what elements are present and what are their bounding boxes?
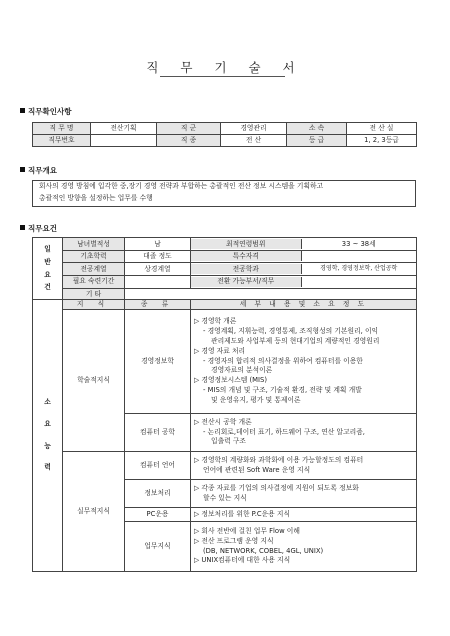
summary-line: 총괄적인 방향을 설정하는 업무를 수행 [39,193,153,202]
cell-label: 소 속 [287,123,347,135]
cell-value [125,275,191,288]
section-heading-summary: 직무개요 [20,165,57,176]
cell-value: 대졸 정도 [125,250,191,263]
table-row [33,123,417,135]
cell-value: 전산기획 [91,123,157,135]
summary-line: 회사의 경영 방침에 입각한 중,장기 경영 전략과 부합하는 총괄적인 전산 정보 시스템을 기획하고 [39,182,324,190]
section-heading-job-info: 직무확인사항 [20,106,71,117]
cell-label: 직무번호 [33,135,91,147]
kind-cell: 컴퓨터 언어 [125,452,191,480]
kind-cell: 업무지식 [125,522,191,572]
bullet-square-icon [20,225,25,230]
category-academic: 학술적지식 [63,310,125,452]
job-requirements-table [32,237,417,572]
cell-label: 등 급 [287,135,347,147]
category-practical: 실무적지식 [63,452,125,572]
cell-label: 전환 가능부서/직무 [191,277,301,287]
table-row [33,288,417,300]
table-row [33,238,417,251]
cell-value: 상경계열 [125,263,191,276]
cell-value [301,277,416,287]
kind-cell: 정보처리 [125,480,191,508]
table-row [33,135,417,147]
cell-label: 직 무 명 [33,123,91,135]
job-info-table [32,122,417,147]
kind-cell: PC운용 [125,508,191,522]
section-heading-requirements: 직무요건 [20,223,57,234]
cell-value: 33 ~ 38세 [341,239,376,248]
bullet-square-icon [20,108,25,113]
bullet-square-icon [20,167,25,172]
cell-value: 남 [125,238,191,251]
table-row [33,452,417,480]
cell-value: 전 산 [221,135,287,147]
job-summary-box [32,180,416,207]
kind-cell: 경영정보학 [125,310,191,414]
cell-label: 남녀별적성 [63,238,125,251]
cell-label: 직 군 [157,123,221,135]
cell-label: 최적연령범위 [191,239,301,249]
column-header-kind: 종 류 [125,300,191,310]
table-row [33,250,417,263]
detail-cell: ▷ 각종 자료를 기업의 의사결정에 지원이 되도록 정보화 할수 있는 지식 [191,480,417,508]
general-requirements-label: 일반요건 [33,238,63,300]
cell-label: 기초학력 [63,250,125,263]
cell-value [91,135,157,147]
document-title: 직 무 기 술 서 [146,60,304,75]
detail-cell: ▷ 경영학의 계량화와 과학화에 이용 가능할정도의 컴퓨터 언어에 관련된 Soft Ware 운영 지식 [191,452,417,480]
cell-label: 전공계열 [63,263,125,276]
detail-cell: ▷ 경영학 개론 - 경영계획, 지휘능력, 경영통제, 조직형성의 기본원리, 이익 관리제도와 사업부제 등의 현대기업의 계량적인 경영원리 ▷ 경영 자료 처리 - 경영자의 합리적 의사결정을 위하여 컴퓨터를 이용한 경영자료의 분석이론 ▷ 경영정보시스템 (MIS) - MIS의 개념 및 구조, 기술적 환경, 전략 및 계획 개발 및 운영유지, 평가 및 통제이론 [191,310,417,414]
cell-value: 1, 2, 3등급 [347,135,417,147]
cell-label: 기 타 [63,288,125,300]
cell-value: 전 산 실 [347,123,417,135]
detail-cell: ▷ 회사 전반에 걸친 업무 Flow 이해 ▷ 전산 프로그램 운영 지식 (DB, NETWORK, COBEL, 4GL, UNIX) ▷ UNIX컴퓨터에 대한 사용 지식 [191,522,417,572]
column-header-detail: 세 부 내 용 및 소 요 정 도 [191,300,417,310]
cell-label: 전공학과 [191,264,301,274]
column-header-knowledge: 지 식 [63,300,125,310]
cell-label: 특수자격 [191,251,301,261]
cell-label: 직 종 [157,135,221,147]
cell-value [125,288,417,300]
detail-cell: ▷ 전산시 공학 개론 - 논리회로,데이터 표기, 하드웨어 구조, 연산 알고리즘, 입출력 구조 [191,414,417,452]
table-row [33,263,417,276]
cell-value: 경영학, 경영정보학, 산업공학 [320,265,398,273]
cell-value: 경영관리 [221,123,287,135]
detail-cell: ▷ 정보처리를 위한 P.C운용 지식 [191,508,417,522]
cell-label: 필요 숙련기간 [63,275,125,288]
table-row [33,275,417,288]
cell-value [301,251,416,261]
title-underline [160,76,285,77]
kind-cell: 컴퓨터 공학 [125,414,191,452]
table-row [33,300,417,310]
competency-label: 소요능력 [33,300,63,572]
table-row [33,310,417,414]
